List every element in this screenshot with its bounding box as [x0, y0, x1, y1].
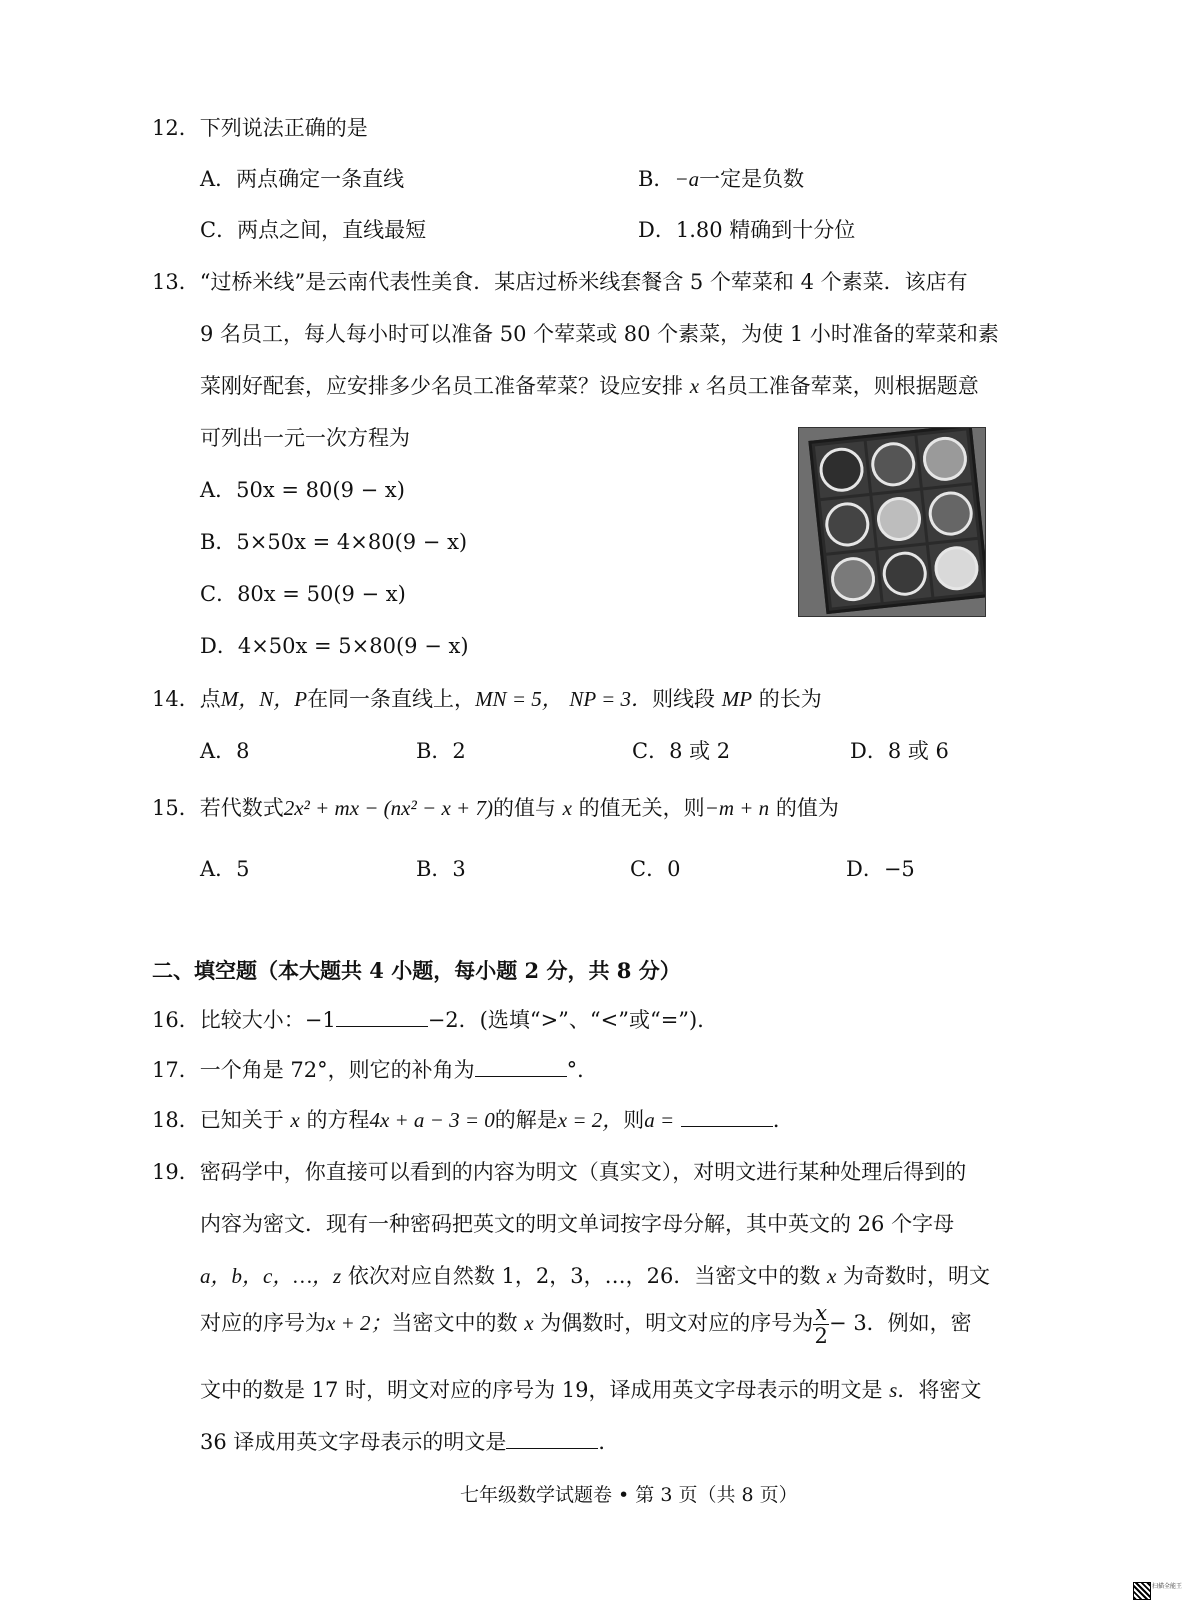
q13-option-a: A．50x = 80(9 − x): [200, 478, 405, 502]
qr-code-icon: [1133, 1582, 1151, 1600]
q18: 18．已知关于 x 的方程4x + a − 3 = 0的解是x = 2，则a = ．: [152, 1108, 794, 1132]
q19-line3: a，b，c，…，z 依次对应自然数 1，2，3，…，26．当密文中的数 x 为奇数时，明文: [200, 1264, 991, 1288]
q13-line1: 13．“过桥米线”是云南代表性美食．某店过桥米线套餐含 5 个荤菜和 4 个素菜．该店有: [152, 270, 968, 294]
fraction-x-over-2: $\frac{x}{2}$: [814, 1301, 828, 1348]
q12-option-b: B．−a一定是负数: [638, 167, 805, 191]
q19-line5: 文中的数是 17 时，明文对应的序号为 19，译成用英文字母表示的明文是 s．将密文: [200, 1378, 982, 1402]
q14-option-c: C．8 或 2: [632, 739, 731, 763]
q15-option-c: C．0: [630, 857, 681, 881]
page-footer: 七年级数学试题卷 • 第 3 页（共 8 页）: [460, 1484, 798, 1506]
noodle-set-photo: [798, 427, 986, 617]
q15-option-d: D．−5: [846, 857, 915, 881]
q13-line3: 菜刚好配套，应安排多少名员工准备荤菜？设应安排 x 名员工准备荤菜，则根据题意: [200, 374, 979, 398]
q12-stem: 12．下列说法正确的是: [152, 116, 368, 140]
section-heading: 二、填空题（本大题共 4 小题，每小题 2 分，共 8 分）: [152, 958, 681, 983]
q17: 17．一个角是 72°，则它的补角为 °．: [152, 1058, 599, 1082]
q14-option-a: A．8: [200, 739, 250, 763]
q12-option-c: C．两点之间，直线最短: [200, 218, 427, 242]
q15-option-a: A．5: [200, 857, 250, 881]
q16: 16．比较大小：−1 −2．(选填“>”、“<”或“=”)．: [152, 1008, 719, 1032]
q19-line1: 19．密码学中，你直接可以看到的内容为明文（真实文），对明文进行某种处理后得到的: [152, 1160, 967, 1184]
q12-option-a: A．两点确定一条直线: [200, 167, 405, 191]
q17-answer-blank[interactable]: [475, 1058, 567, 1077]
q16-answer-blank[interactable]: [336, 1008, 428, 1027]
scanner-watermark: 扫描全能王: [1152, 1583, 1183, 1590]
q13-line4: 可列出一元一次方程为: [200, 426, 410, 450]
q13-option-b: B．5×50x = 4×80(9 − x): [200, 530, 468, 554]
q19-answer-blank[interactable]: [506, 1430, 598, 1449]
q15-stem: 15．若代数式2x² + mx − (nx² − x + 7)的值与 x 的值无关，则−m + n 的值为: [152, 796, 839, 820]
q13-option-d: D．4×50x = 5×80(9 − x): [200, 634, 469, 658]
q19-line4: 对应的序号为x + 2；当密文中的数 x 为偶数时，明文对应的序号为 $\frac{x}{2}$ − 3．例如，密: [200, 1301, 972, 1348]
q14-option-b: B．2: [416, 739, 466, 763]
q19-line6: 36 译成用英文字母表示的明文是 ．: [200, 1430, 620, 1454]
q19-line2: 内容为密文．现有一种密码把英文的明文单词按字母分解，其中英文的 26 个字母: [200, 1212, 955, 1236]
q18-answer-blank[interactable]: [681, 1108, 773, 1127]
q12-option-d: D．1.80 精确到十分位: [638, 218, 856, 242]
q14-stem: 14．点M，N，P在同一条直线上，MN = 5， NP = 3．则线段 MP 的长为: [152, 687, 822, 711]
q14-option-d: D．8 或 6: [850, 739, 949, 763]
q13-line2: 9 名员工，每人每小时可以准备 50 个荤菜或 80 个素菜，为使 1 小时准备的荤菜和素: [200, 322, 999, 346]
q13-option-c: C．80x = 50(9 − x): [200, 582, 406, 606]
q15-option-b: B．3: [416, 857, 466, 881]
